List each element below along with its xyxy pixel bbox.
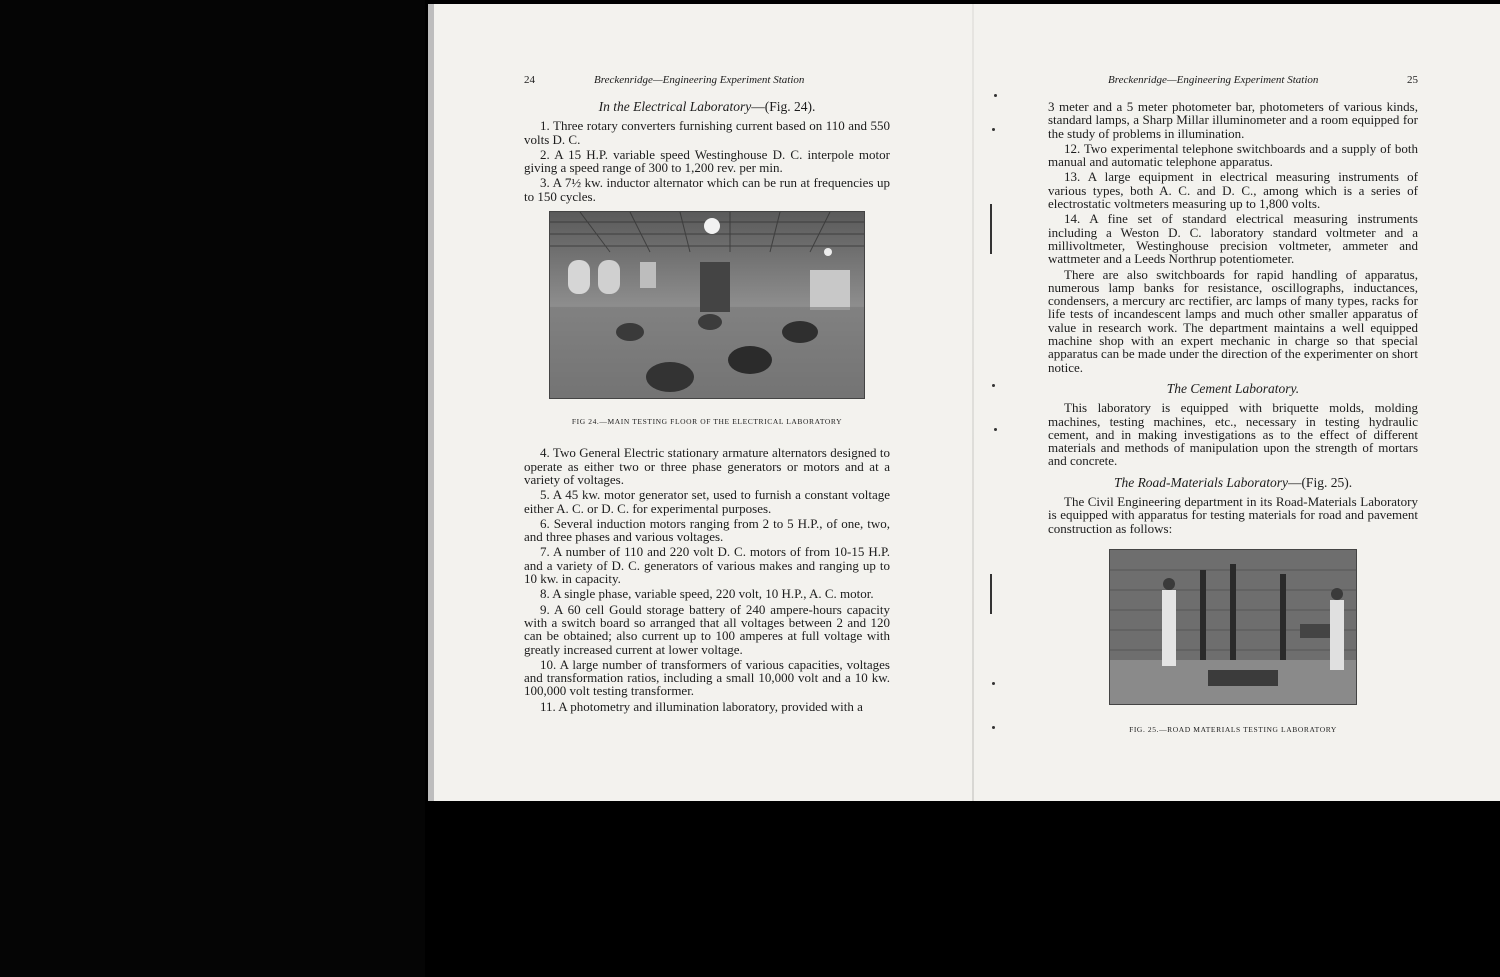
right-page-number: 25 bbox=[1407, 74, 1418, 86]
figure-25-photo bbox=[1109, 549, 1357, 705]
road-lab-title: The Road-Materials Laboratory bbox=[1113, 474, 1288, 490]
scan-background-bottom bbox=[428, 801, 1500, 977]
figure-25-caption: FIG. 25.—ROAD MATERIALS TESTING LABORATORY bbox=[1129, 724, 1337, 734]
left-page bbox=[524, 74, 890, 715]
item-13: 13. A large equipment in electrical measuring instruments of various types, both A. C. and D. C., among which is a series of electrostatic voltmeters measuring up to 1,800 volts. bbox=[1048, 169, 1418, 212]
item-3: 3. A 7½ kw. inductor alternator which can be run at frequencies up to 150 cycles. bbox=[524, 175, 890, 204]
road-lab-photo-icon bbox=[1110, 550, 1356, 704]
item-7: 7. A number of 110 and 220 volt D. C. motors of from 10-15 H.P. and a variety of D. C. generators of various makes and ranging up to 10 kw. in capacity. bbox=[524, 544, 890, 587]
switchboards-paragraph: There are also switchboards for rapid handling of apparatus, numerous lamp banks for resistance, oscillographs, inductances, condensers, a mercury arc rectifier, arc lamps of many types, racks for life tests of incandescent lamps and much other smaller apparatus of value in research work. The department maintains a well equipped machine shop with an expert mechanic in charge so that special apparatus can be made under the direction of the experimenter on short notice. bbox=[1048, 266, 1418, 375]
electrical-lab-heading bbox=[524, 100, 890, 113]
item-11-continuation: 3 meter and a 5 meter photometer bar, photometers of various kinds, standard lamps, a Sharp Millar illuminometer and a room equipped for the study of problems in illumination. bbox=[1048, 99, 1418, 141]
item-2: 2. A 15 H.P. variable speed Westinghouse D. C. interpole motor giving a speed range of 300 to 1,200 rev. per min. bbox=[524, 146, 890, 176]
gutter-marks bbox=[952, 84, 1012, 784]
book-spread bbox=[428, 4, 1500, 801]
item-1: 1. Three rotary converters furnishing current based on 110 and 550 volts D. C. bbox=[524, 118, 890, 147]
electrical-lab-title: In the Electrical Laboratory bbox=[598, 99, 752, 114]
left-running-title: Breckenridge—Engineering Experiment Station bbox=[594, 74, 805, 86]
right-running-head bbox=[1048, 74, 1418, 92]
figure-24-photo bbox=[549, 211, 865, 399]
left-running-head bbox=[524, 74, 890, 92]
cement-lab-heading: The Cement Laboratory. bbox=[1166, 380, 1300, 396]
road-lab-fig-ref: —(Fig. 25). bbox=[1287, 474, 1353, 490]
item-9: 9. A 60 cell Gould storage battery of 240 ampere-hours capacity with a switch board so arranged that all voltages between 2 and 120 can be obtained; also current up to 100 amperes at full voltage with greatly increased current at lower voltage. bbox=[524, 601, 890, 657]
cement-lab-paragraph: This laboratory is equipped with briquette molds, molding machines, testing machines, etc., necessary in testing hydraulic cement, and in making investigations as to the effect of different materials and methods of manipulation upon the strength of mortars and concrete. bbox=[1048, 400, 1418, 469]
road-lab-paragraph: The Civil Engineering department in its Road-Materials Laboratory is equipped with apparatus for testing materials for road and pavement construction as follows: bbox=[1048, 494, 1418, 536]
scan-background-left bbox=[0, 0, 425, 977]
road-lab-heading bbox=[1048, 476, 1418, 489]
item-4: 4. Two General Electric stationary armature alternators designed to operate as either two or three phase generators or motors and at a variety of voltages. bbox=[524, 445, 890, 487]
item-5: 5. A 45 kw. motor generator set, used to furnish a constant voltage either A. C. or D. C. for experimental purposes. bbox=[524, 487, 890, 516]
item-11: 11. A photometry and illumination laboratory, provided with a bbox=[540, 698, 863, 714]
electrical-lab-fig-ref: —(Fig. 24). bbox=[751, 99, 816, 114]
item-6: 6. Several induction motors ranging from 2 to 5 H.P., of one, two, and three phases and various voltages. bbox=[524, 515, 890, 545]
figure-24-caption: FIG 24.—MAIN TESTING FLOOR OF THE ELECTRICAL LABORATORY bbox=[571, 417, 843, 427]
item-12: 12. Two experimental telephone switchboards and a supply of both manual and automatic telephone apparatus. bbox=[1048, 140, 1418, 170]
item-8: 8. A single phase, variable speed, 220 volt, 10 H.P., A. C. motor. bbox=[540, 586, 874, 602]
electrical-lab-photo-icon bbox=[550, 212, 864, 398]
right-running-title: Breckenridge—Engineering Experiment Station bbox=[1108, 74, 1319, 86]
item-14: 14. A fine set of standard electrical measuring instruments including a Weston D. C. laboratory standard voltmeter and a millivoltmeter, Westinghouse precision voltmeter, ammeter and wattmeter and a Leeds Northrup potentiometer. bbox=[1048, 211, 1418, 267]
item-10: 10. A large number of transformers of various capacities, voltages and transformation ratios, including a small 10,000 volt and a 10 kw. 100,000 volt testing transformer. bbox=[524, 656, 890, 699]
left-page-number: 24 bbox=[524, 74, 535, 86]
right-page bbox=[1048, 74, 1418, 754]
